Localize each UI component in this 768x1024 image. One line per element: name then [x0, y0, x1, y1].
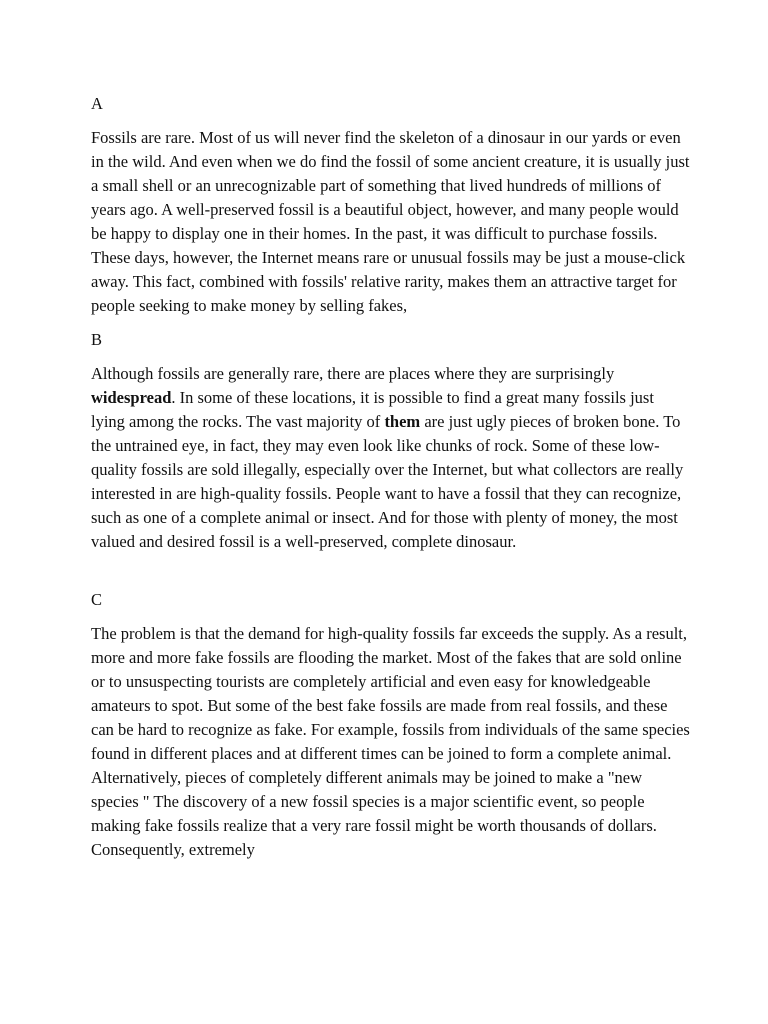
section-c-paragraph: The problem is that the demand for high-quality fossils far exceeds the supply. As a result, more and more fake fossils are flooding the market. Most of the fakes that are sold online or to unsuspecting tourists are completely artificial and even easy for knowledgeable amateurs to spot. But some of the best fake fossils are made from real fossils, and these can be hard to recognize as fake. For example, fossils from individuals of the same species found in different places and at different times can be joined to form a complete animal. Alternatively, pieces of completely different animals may be joined to make a "new species " The discovery of a new fossil species is a major scientific event, so people making fake fossils realize that a very rare fossil might be worth thousands of dollars. Consequently, extremely — [91, 624, 690, 859]
section-b-bold-widespread: widespread — [91, 388, 172, 407]
section-c-heading: C — [91, 590, 103, 609]
section-b-text-2: . In some of these locations, it is possible to find a great many fossils just lying among the rocks. The vast majority of — [91, 388, 654, 431]
section-b-text-1: Although fossils are generally rare, there are places where they are surprisingly — [91, 364, 615, 383]
section-b-paragraph — [91, 362, 691, 554]
section-a-heading: A — [91, 94, 103, 113]
section-b-text-3: are just ugly pieces of broken bone. To the untrained eye, in fact, they may even look like chunks of rock. Some of these low-quality fossils are sold illegally, especially over the Internet, but what collectors are really interested in are high-quality fossils. People want to have a fossil that they can recognize, such as one of a complete animal or insect. And for those with plenty of money, the most valued and desired fossil is a well-preserved, complete dinosaur. — [91, 412, 684, 551]
section-a-paragraph: Fossils are rare. Most of us will never find the skeleton of a dinosaur in our yards or even in the wild. And even when we do find the fossil of some ancient creature, it is usually just a small shell or an unrecognizable part of something that lived hundreds of millions of years ago. A well-preserved fossil is a beautiful object, however, and many people would be happy to display one in their homes. In the past, it was difficult to purchase fossils. These days, however, the Internet means rare or unusual fossils may be just a mouse-click away. This fact, combined with fossils' relative rarity, makes them an attractive target for people seeking to make money by selling fakes, — [91, 128, 690, 315]
section-b-bold-them: them — [384, 412, 421, 431]
section-b-heading: B — [91, 330, 103, 349]
document-page — [91, 92, 691, 862]
